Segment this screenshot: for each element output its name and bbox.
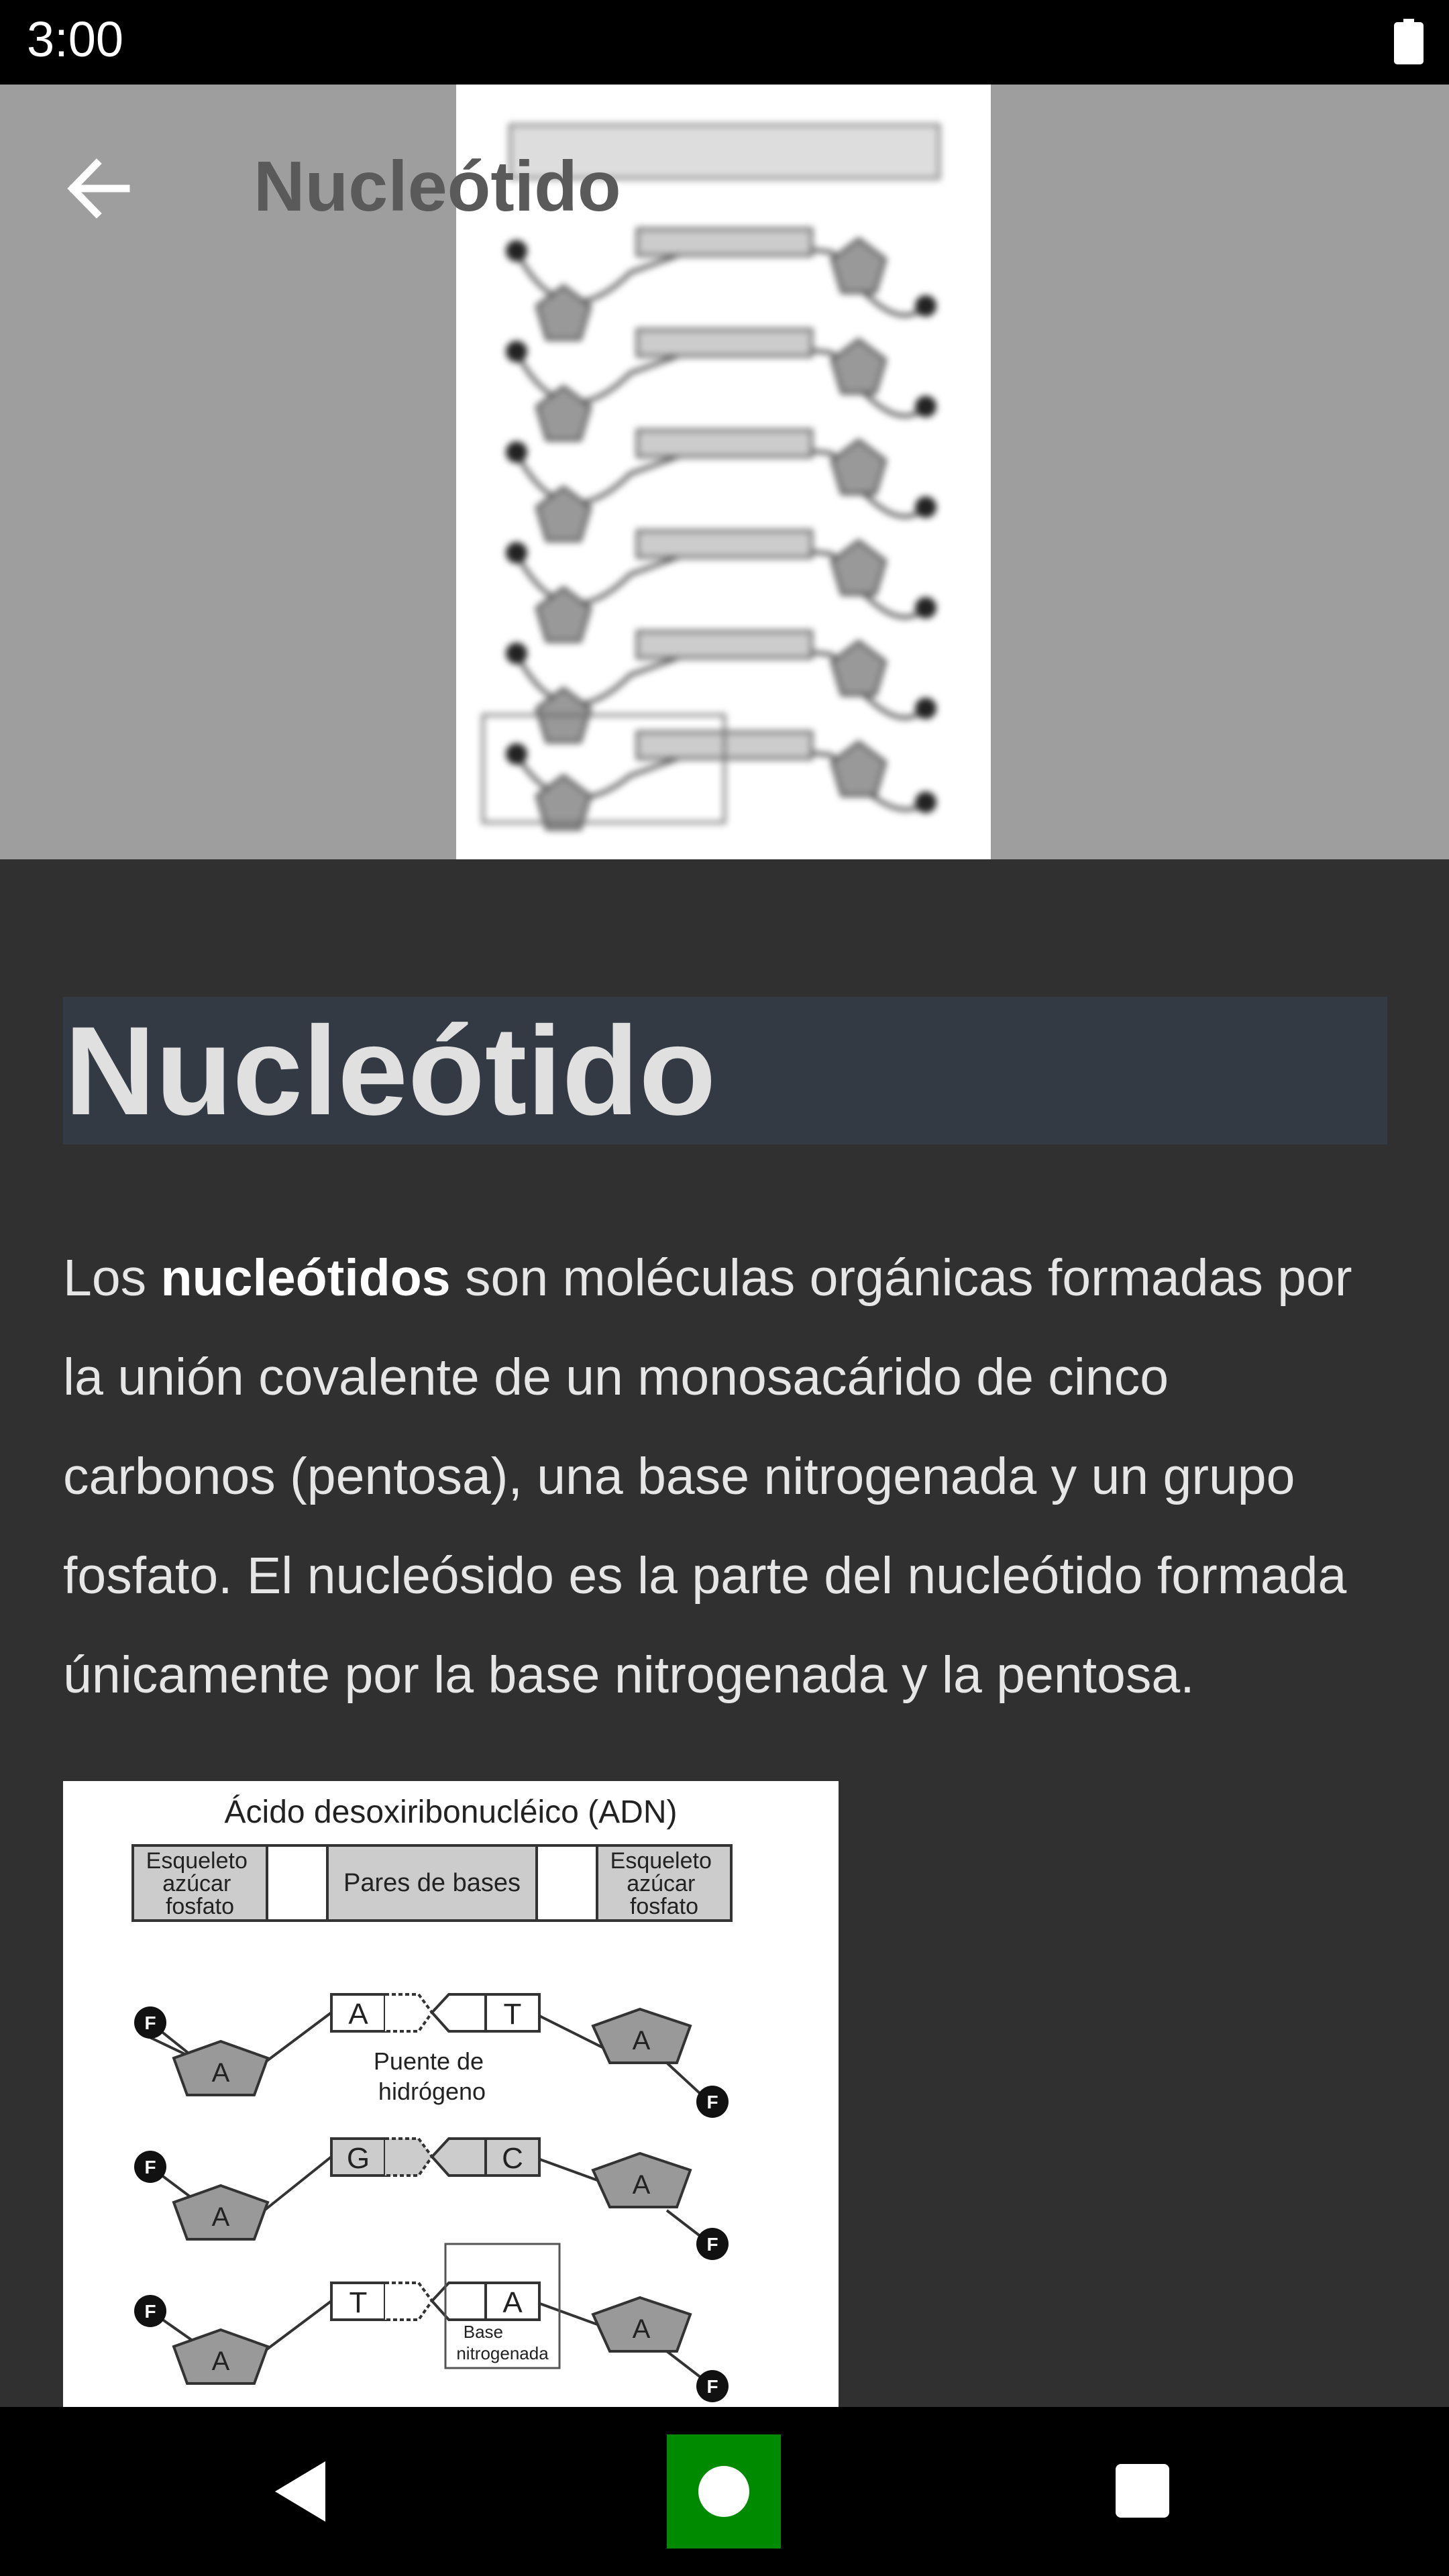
- pair-2-right: C: [502, 2142, 523, 2175]
- legend-left-3: fosfato: [165, 1894, 235, 1919]
- sugar-label-4: A: [632, 2026, 651, 2055]
- legend-right-1: Esqueleto: [610, 1848, 712, 1874]
- pair-3-label-2: nitrogenada: [456, 2343, 549, 2363]
- phosphate-label-5: F: [706, 2234, 718, 2255]
- phosphate-label-4: F: [706, 2092, 718, 2112]
- legend-left-1: Esqueleto: [146, 1848, 248, 1874]
- sugar-label-3: A: [211, 2347, 230, 2376]
- phosphate-label-6: F: [706, 2376, 718, 2397]
- article-paragraph: [63, 1228, 1391, 1725]
- pair-3-right: A: [502, 2286, 523, 2319]
- pair-1-left: A: [348, 1998, 368, 2031]
- pair-3-label-1: Base: [463, 2322, 504, 2342]
- paragraph-bold-term: nucleótidos: [160, 1249, 451, 1307]
- figure-title: Ácido desoxiribonucléico (ADN): [224, 1794, 678, 1830]
- pair-2-left: G: [346, 2142, 370, 2175]
- phosphate-label-3: F: [144, 2301, 156, 2322]
- sugar-label-2: A: [211, 2202, 230, 2232]
- phosphate-label-2: F: [144, 2157, 156, 2178]
- pair-1-label-2: hidrógeno: [378, 2078, 486, 2105]
- battery-icon: [1394, 19, 1424, 64]
- legend-right-2: azúcar: [627, 1871, 696, 1896]
- nav-recents-icon[interactable]: [1116, 2464, 1169, 2518]
- pair-3-left: T: [349, 2286, 368, 2319]
- legend-left-2: azúcar: [162, 1871, 231, 1896]
- sugar-label-5: A: [632, 2170, 651, 2200]
- nav-home-button[interactable]: [667, 2434, 781, 2548]
- app-header: [0, 85, 1449, 859]
- pair-1-label-1: Puente de: [373, 2047, 484, 2075]
- phosphate-label-1: F: [144, 2012, 156, 2033]
- status-bar: [0, 0, 1449, 85]
- navigation-bar: [0, 2407, 1449, 2576]
- pair-1-right: T: [503, 1998, 522, 2031]
- toolbar-title: Nucleótido: [254, 147, 621, 226]
- status-time: 3:00: [27, 11, 124, 67]
- sugar-label-1: A: [211, 2058, 230, 2088]
- legend-center: Pares de bases: [343, 1869, 521, 1897]
- back-arrow-icon[interactable]: [59, 149, 138, 228]
- home-circle-icon: [698, 2466, 749, 2517]
- paragraph-text-rest: son moléculas orgánicas formadas por la unión covalente de un monosacárido de cinco carbonos (pentosa), una base nitrogenada y un grupo fosfato. El nucleósido es la parte del nucleótido formada únicamente por la base nitrogenada y la pentosa.: [63, 1249, 1352, 1704]
- sugar-label-6: A: [632, 2314, 651, 2344]
- paragraph-text-start: Los: [63, 1249, 161, 1307]
- article-title: Nucleótido: [63, 997, 1387, 1144]
- nav-back-icon[interactable]: [268, 2458, 335, 2525]
- legend-right-3: fosfato: [629, 1894, 699, 1919]
- dna-figure[interactable]: [63, 1781, 839, 2412]
